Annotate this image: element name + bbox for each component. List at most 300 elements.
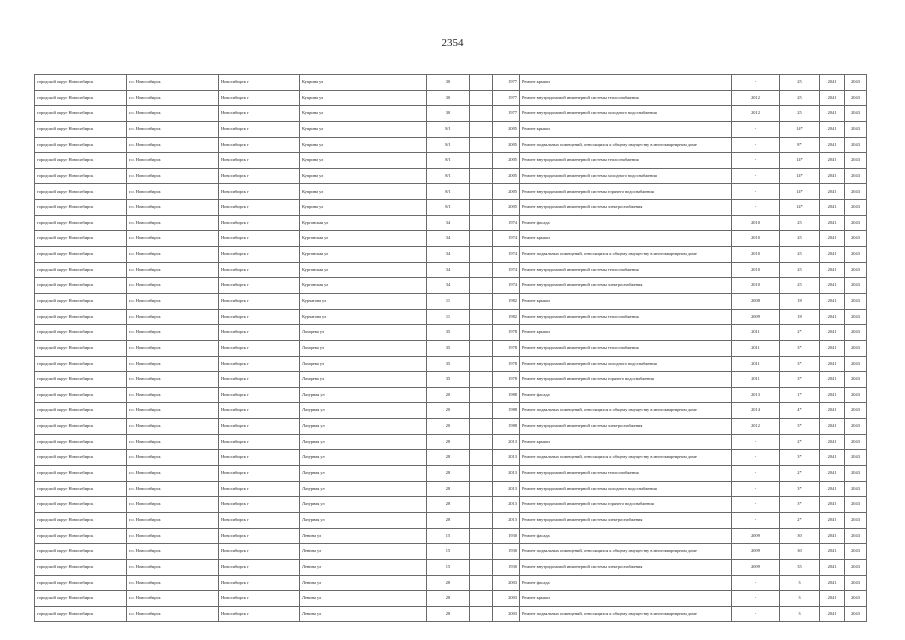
building-cell — [470, 372, 493, 388]
house-number-cell: 11 — [427, 293, 470, 309]
work-type-cell: Ремонт фасада — [520, 215, 732, 231]
service-life-cell: 14* — [780, 184, 820, 200]
municipal-district-cell: городской округ Новосибирск — [35, 293, 127, 309]
house-number-cell: 34 — [427, 262, 470, 278]
municipal-formation-cell: г.о. Новосибирск — [127, 200, 219, 216]
service-life-cell: 3* — [780, 497, 820, 513]
last-repair-year-cell: 2011 — [732, 325, 780, 341]
work-type-cell: Ремонт внутридомовой инженерной системы холодного водоснабжения — [520, 356, 732, 372]
street-cell: Лазурная ул — [300, 450, 427, 466]
municipal-formation-cell: г.о. Новосибирск — [127, 106, 219, 122]
municipal-district-cell: городской округ Новосибирск — [35, 356, 127, 372]
municipal-formation-cell: г.о. Новосибирск — [127, 356, 219, 372]
municipal-district-cell: городской округ Новосибирск — [35, 137, 127, 153]
municipal-formation-cell: г.о. Новосибирск — [127, 434, 219, 450]
table-row — [35, 528, 867, 544]
municipal-formation-cell: г.о. Новосибирск — [127, 372, 219, 388]
municipal-district-cell: городской округ Новосибирск — [35, 309, 127, 325]
last-repair-year-cell: - — [732, 591, 780, 607]
service-life-cell: 25 — [780, 215, 820, 231]
service-life-cell: 18 — [780, 293, 820, 309]
plan-end-cell: 2043 — [845, 403, 867, 419]
commission-year-cell: 2013 — [493, 434, 520, 450]
street-cell: Куприна ул — [300, 184, 427, 200]
settlement-cell: Новосибирск г — [219, 591, 300, 607]
house-number-cell: 34 — [427, 215, 470, 231]
building-cell — [470, 512, 493, 528]
service-life-cell: 30 — [780, 528, 820, 544]
work-type-cell: Ремонт подвальных помещений, относящихся к общему имуществу в многоквартирном доме — [520, 137, 732, 153]
last-repair-year-cell: - — [732, 168, 780, 184]
table-row — [35, 466, 867, 482]
work-type-cell: Ремонт внутридомовой инженерной системы горячего водоснабжения — [520, 497, 732, 513]
commission-year-cell: 1988 — [493, 419, 520, 435]
commission-year-cell: 2003 — [493, 606, 520, 622]
building-cell — [470, 90, 493, 106]
plan-end-cell: 2043 — [845, 184, 867, 200]
settlement-cell: Новосибирск г — [219, 247, 300, 263]
plan-start-cell: 2041 — [820, 387, 845, 403]
settlement-cell: Новосибирск г — [219, 293, 300, 309]
building-cell — [470, 278, 493, 294]
plan-end-cell: 2043 — [845, 387, 867, 403]
plan-end-cell: 2043 — [845, 559, 867, 575]
municipal-district-cell: городской округ Новосибирск — [35, 184, 127, 200]
street-cell: Куприна ул — [300, 75, 427, 91]
plan-end-cell: 2043 — [845, 200, 867, 216]
work-type-cell: Ремонт крыши — [520, 75, 732, 91]
municipal-district-cell: городской округ Новосибирск — [35, 75, 127, 91]
street-cell: Лазурная ул — [300, 497, 427, 513]
building-cell — [470, 606, 493, 622]
work-type-cell: Ремонт внутридомовой инженерной системы теплоснабжения — [520, 90, 732, 106]
settlement-cell: Новосибирск г — [219, 168, 300, 184]
house-number-cell: 28 — [427, 481, 470, 497]
work-type-cell: Ремонт крыши — [520, 434, 732, 450]
house-number-cell: 35 — [427, 372, 470, 388]
street-cell: Лазурная ул — [300, 387, 427, 403]
plan-start-cell: 2041 — [820, 606, 845, 622]
work-type-cell: Ремонт внутридомовой инженерной системы электроснабжения — [520, 200, 732, 216]
house-number-cell: 28 — [427, 450, 470, 466]
table-row — [35, 137, 867, 153]
street-cell: Курганская ул — [300, 247, 427, 263]
work-type-cell: Ремонт внутридомовой инженерной системы теплоснабжения — [520, 153, 732, 169]
last-repair-year-cell: 2011 — [732, 372, 780, 388]
service-life-cell: 2* — [780, 466, 820, 482]
plan-end-cell: 2043 — [845, 372, 867, 388]
commission-year-cell: 1978 — [493, 356, 520, 372]
house-number-cell: 20 — [427, 387, 470, 403]
municipal-formation-cell: г.о. Новосибирск — [127, 387, 219, 403]
service-life-cell: 3* — [780, 340, 820, 356]
work-type-cell: Ремонт внутридомовой инженерной системы теплоснабжения — [520, 340, 732, 356]
house-number-cell: 34 — [427, 278, 470, 294]
municipal-district-cell: городской округ Новосибирск — [35, 325, 127, 341]
table-row — [35, 403, 867, 419]
municipal-formation-cell: г.о. Новосибирск — [127, 325, 219, 341]
plan-end-cell: 2043 — [845, 90, 867, 106]
commission-year-cell: 2005 — [493, 168, 520, 184]
municipal-district-cell: городской округ Новосибирск — [35, 606, 127, 622]
municipal-district-cell: городской округ Новосибирск — [35, 340, 127, 356]
house-number-cell: 35 — [427, 356, 470, 372]
plan-start-cell: 2041 — [820, 247, 845, 263]
house-number-cell: 20 — [427, 419, 470, 435]
municipal-formation-cell: г.о. Новосибирск — [127, 184, 219, 200]
municipal-formation-cell: г.о. Новосибирск — [127, 544, 219, 560]
service-life-cell: 25 — [780, 231, 820, 247]
settlement-cell: Новосибирск г — [219, 575, 300, 591]
commission-year-cell: 1930 — [493, 528, 520, 544]
table-row — [35, 106, 867, 122]
municipal-formation-cell: г.о. Новосибирск — [127, 121, 219, 137]
plan-end-cell: 2043 — [845, 153, 867, 169]
street-cell: Лазурная ул — [300, 481, 427, 497]
plan-start-cell: 2041 — [820, 325, 845, 341]
plan-end-cell: 2043 — [845, 231, 867, 247]
municipal-district-cell: городской округ Новосибирск — [35, 434, 127, 450]
last-repair-year-cell: 2011 — [732, 340, 780, 356]
plan-end-cell: 2043 — [845, 419, 867, 435]
last-repair-year-cell: - — [732, 497, 780, 513]
service-life-cell: 18 — [780, 309, 820, 325]
commission-year-cell: 1974 — [493, 278, 520, 294]
commission-year-cell: 2013 — [493, 450, 520, 466]
plan-end-cell: 2043 — [845, 106, 867, 122]
commission-year-cell: 1988 — [493, 387, 520, 403]
house-number-cell: 34 — [427, 247, 470, 263]
municipal-district-cell: городской округ Новосибирск — [35, 528, 127, 544]
house-number-cell: 8/1 — [427, 168, 470, 184]
street-cell: Куприна ул — [300, 137, 427, 153]
municipal-formation-cell: г.о. Новосибирск — [127, 90, 219, 106]
municipal-district-cell: городской округ Новосибирск — [35, 387, 127, 403]
plan-end-cell: 2043 — [845, 121, 867, 137]
house-number-cell: 34 — [427, 231, 470, 247]
commission-year-cell: 2005 — [493, 153, 520, 169]
house-number-cell: 8/1 — [427, 121, 470, 137]
service-life-cell: 25 — [780, 262, 820, 278]
street-cell: Лазарева ул — [300, 325, 427, 341]
settlement-cell: Новосибирск г — [219, 106, 300, 122]
table-row — [35, 184, 867, 200]
house-number-cell: 35 — [427, 340, 470, 356]
building-cell — [470, 340, 493, 356]
municipal-formation-cell: г.о. Новосибирск — [127, 450, 219, 466]
service-life-cell: 14* — [780, 200, 820, 216]
house-number-cell: 28 — [427, 591, 470, 607]
house-number-cell: 8/1 — [427, 184, 470, 200]
commission-year-cell: 2013 — [493, 497, 520, 513]
street-cell: Куприна ул — [300, 121, 427, 137]
work-type-cell: Ремонт внутридомовой инженерной системы электроснабжения — [520, 278, 732, 294]
commission-year-cell: 1974 — [493, 231, 520, 247]
last-repair-year-cell: - — [732, 153, 780, 169]
municipal-district-cell: городской округ Новосибирск — [35, 121, 127, 137]
work-type-cell: Ремонт внутридомовой инженерной системы холодного водоснабжения — [520, 168, 732, 184]
building-cell — [470, 575, 493, 591]
last-repair-year-cell: 2009 — [732, 309, 780, 325]
plan-end-cell: 2043 — [845, 309, 867, 325]
table-row — [35, 512, 867, 528]
street-cell: Лазурная ул — [300, 419, 427, 435]
last-repair-year-cell: - — [732, 450, 780, 466]
service-life-cell: 8* — [780, 137, 820, 153]
service-life-cell: 3* — [780, 372, 820, 388]
building-cell — [470, 106, 493, 122]
municipal-district-cell: городской округ Новосибирск — [35, 262, 127, 278]
table-row — [35, 544, 867, 560]
last-repair-year-cell: 2012 — [732, 106, 780, 122]
municipal-formation-cell: г.о. Новосибирск — [127, 466, 219, 482]
settlement-cell: Новосибирск г — [219, 309, 300, 325]
work-type-cell: Ремонт внутридомовой инженерной системы электроснабжения — [520, 512, 732, 528]
commission-year-cell: 1982 — [493, 293, 520, 309]
building-cell — [470, 559, 493, 575]
plan-end-cell: 2043 — [845, 575, 867, 591]
building-cell — [470, 262, 493, 278]
plan-start-cell: 2041 — [820, 544, 845, 560]
street-cell: Ленина ул — [300, 591, 427, 607]
plan-start-cell: 2041 — [820, 559, 845, 575]
service-life-cell: 4* — [780, 403, 820, 419]
street-cell: Курганская ул — [300, 231, 427, 247]
settlement-cell: Новосибирск г — [219, 215, 300, 231]
municipal-formation-cell: г.о. Новосибирск — [127, 247, 219, 263]
work-type-cell: Ремонт внутридомовой инженерной системы теплоснабжения — [520, 466, 732, 482]
street-cell: Ленина ул — [300, 544, 427, 560]
plan-start-cell: 2041 — [820, 497, 845, 513]
service-life-cell: 25 — [780, 278, 820, 294]
table-row — [35, 419, 867, 435]
last-repair-year-cell: - — [732, 200, 780, 216]
last-repair-year-cell: - — [732, 512, 780, 528]
table-row — [35, 153, 867, 169]
table-row — [35, 231, 867, 247]
settlement-cell: Новосибирск г — [219, 121, 300, 137]
municipal-formation-cell: г.о. Новосибирск — [127, 575, 219, 591]
building-cell — [470, 247, 493, 263]
last-repair-year-cell: 2010 — [732, 278, 780, 294]
municipal-formation-cell: г.о. Новосибирск — [127, 153, 219, 169]
plan-start-cell: 2041 — [820, 419, 845, 435]
municipal-district-cell: городской округ Новосибирск — [35, 559, 127, 575]
street-cell: Куприна ул — [300, 168, 427, 184]
table-row — [35, 575, 867, 591]
house-number-cell: 30 — [427, 90, 470, 106]
street-cell: Курганская ул — [300, 278, 427, 294]
street-cell: Лазурная ул — [300, 403, 427, 419]
plan-start-cell: 2041 — [820, 372, 845, 388]
commission-year-cell: 1982 — [493, 309, 520, 325]
commission-year-cell: 1974 — [493, 215, 520, 231]
settlement-cell: Новосибирск г — [219, 137, 300, 153]
table-row — [35, 340, 867, 356]
plan-end-cell: 2043 — [845, 356, 867, 372]
plan-start-cell: 2041 — [820, 403, 845, 419]
building-cell — [470, 497, 493, 513]
service-life-cell: 14* — [780, 168, 820, 184]
plan-start-cell: 2041 — [820, 309, 845, 325]
table-row — [35, 372, 867, 388]
plan-end-cell: 2043 — [845, 434, 867, 450]
last-repair-year-cell: 2010 — [732, 247, 780, 263]
plan-start-cell: 2041 — [820, 262, 845, 278]
building-cell — [470, 387, 493, 403]
service-life-cell: 25 — [780, 90, 820, 106]
house-number-cell: 28 — [427, 512, 470, 528]
work-type-cell: Ремонт подвальных помещений, относящихся к общему имуществу в многоквартирном доме — [520, 450, 732, 466]
municipal-district-cell: городской округ Новосибирск — [35, 419, 127, 435]
last-repair-year-cell: - — [732, 466, 780, 482]
service-life-cell: 3 — [780, 606, 820, 622]
commission-year-cell: 2005 — [493, 137, 520, 153]
work-type-cell: Ремонт крыши — [520, 231, 732, 247]
last-repair-year-cell: - — [732, 137, 780, 153]
building-cell — [470, 528, 493, 544]
settlement-cell: Новосибирск г — [219, 325, 300, 341]
house-number-cell: 35 — [427, 325, 470, 341]
municipal-district-cell: городской округ Новосибирск — [35, 168, 127, 184]
plan-start-cell: 2041 — [820, 575, 845, 591]
capital-repair-table — [34, 74, 867, 622]
commission-year-cell: 2005 — [493, 200, 520, 216]
work-type-cell: Ремонт крыши — [520, 293, 732, 309]
municipal-formation-cell: г.о. Новосибирск — [127, 137, 219, 153]
plan-end-cell: 2043 — [845, 278, 867, 294]
building-cell — [470, 231, 493, 247]
municipal-formation-cell: г.о. Новосибирск — [127, 419, 219, 435]
commission-year-cell: 1930 — [493, 544, 520, 560]
commission-year-cell: 2003 — [493, 591, 520, 607]
settlement-cell: Новосибирск г — [219, 200, 300, 216]
building-cell — [470, 184, 493, 200]
commission-year-cell: 2005 — [493, 184, 520, 200]
plan-start-cell: 2041 — [820, 90, 845, 106]
building-cell — [470, 75, 493, 91]
plan-start-cell: 2041 — [820, 340, 845, 356]
plan-end-cell: 2043 — [845, 450, 867, 466]
plan-start-cell: 2041 — [820, 450, 845, 466]
house-number-cell: 28 — [427, 434, 470, 450]
settlement-cell: Новосибирск г — [219, 434, 300, 450]
plan-start-cell: 2041 — [820, 215, 845, 231]
commission-year-cell: 2003 — [493, 575, 520, 591]
last-repair-year-cell: 2011 — [732, 356, 780, 372]
plan-end-cell: 2043 — [845, 606, 867, 622]
service-life-cell: 2* — [780, 512, 820, 528]
service-life-cell: 3* — [780, 419, 820, 435]
municipal-district-cell: городской округ Новосибирск — [35, 153, 127, 169]
plan-start-cell: 2041 — [820, 231, 845, 247]
street-cell: Ленина ул — [300, 528, 427, 544]
work-type-cell: Ремонт фасада — [520, 528, 732, 544]
last-repair-year-cell: 2009 — [732, 528, 780, 544]
last-repair-year-cell: 2014 — [732, 403, 780, 419]
settlement-cell: Новосибирск г — [219, 278, 300, 294]
municipal-district-cell: городской округ Новосибирск — [35, 481, 127, 497]
municipal-district-cell: городской округ Новосибирск — [35, 372, 127, 388]
last-repair-year-cell: - — [732, 575, 780, 591]
plan-end-cell: 2043 — [845, 497, 867, 513]
plan-start-cell: 2041 — [820, 184, 845, 200]
table-row — [35, 356, 867, 372]
municipal-district-cell: городской округ Новосибирск — [35, 215, 127, 231]
plan-start-cell: 2041 — [820, 153, 845, 169]
commission-year-cell: 1978 — [493, 372, 520, 388]
service-life-cell: 25 — [780, 75, 820, 91]
last-repair-year-cell: 2008 — [732, 293, 780, 309]
work-type-cell: Ремонт внутридомовой инженерной системы горячего водоснабжения — [520, 372, 732, 388]
table-row — [35, 387, 867, 403]
table-row — [35, 262, 867, 278]
house-number-cell: 11 — [427, 309, 470, 325]
building-cell — [470, 481, 493, 497]
street-cell: Ленина ул — [300, 575, 427, 591]
house-number-cell: 8/1 — [427, 137, 470, 153]
building-cell — [470, 450, 493, 466]
last-repair-year-cell: - — [732, 481, 780, 497]
municipal-formation-cell: г.о. Новосибирск — [127, 309, 219, 325]
municipal-district-cell: городской округ Новосибирск — [35, 278, 127, 294]
table-row — [35, 309, 867, 325]
plan-end-cell: 2043 — [845, 168, 867, 184]
municipal-formation-cell: г.о. Новосибирск — [127, 403, 219, 419]
building-cell — [470, 121, 493, 137]
plan-start-cell: 2041 — [820, 168, 845, 184]
work-type-cell: Ремонт фасада — [520, 387, 732, 403]
last-repair-year-cell: 2010 — [732, 231, 780, 247]
municipal-formation-cell: г.о. Новосибирск — [127, 278, 219, 294]
street-cell: Лазарева ул — [300, 372, 427, 388]
settlement-cell: Новосибирск г — [219, 75, 300, 91]
work-type-cell: Ремонт внутридомовой инженерной системы электроснабжения — [520, 419, 732, 435]
building-cell — [470, 434, 493, 450]
settlement-cell: Новосибирск г — [219, 544, 300, 560]
municipal-district-cell: городской округ Новосибирск — [35, 497, 127, 513]
settlement-cell: Новосибирск г — [219, 497, 300, 513]
building-cell — [470, 293, 493, 309]
last-repair-year-cell: - — [732, 75, 780, 91]
municipal-formation-cell: г.о. Новосибирск — [127, 591, 219, 607]
service-life-cell: 1* — [780, 387, 820, 403]
house-number-cell: 15 — [427, 528, 470, 544]
settlement-cell: Новосибирск г — [219, 356, 300, 372]
last-repair-year-cell: 2009 — [732, 559, 780, 575]
plan-end-cell: 2043 — [845, 215, 867, 231]
settlement-cell: Новосибирск г — [219, 231, 300, 247]
settlement-cell: Новосибирск г — [219, 372, 300, 388]
house-number-cell: 30 — [427, 106, 470, 122]
table-row — [35, 90, 867, 106]
plan-start-cell: 2041 — [820, 512, 845, 528]
settlement-cell: Новосибирск г — [219, 481, 300, 497]
plan-start-cell: 2041 — [820, 121, 845, 137]
settlement-cell: Новосибирск г — [219, 512, 300, 528]
work-type-cell: Ремонт подвальных помещений, относящихся к общему имуществу в многоквартирном доме — [520, 544, 732, 560]
plan-end-cell: 2043 — [845, 466, 867, 482]
work-type-cell: Ремонт крыши — [520, 591, 732, 607]
commission-year-cell: 2005 — [493, 121, 520, 137]
commission-year-cell: 1978 — [493, 325, 520, 341]
service-life-cell: 30 — [780, 544, 820, 560]
table-row — [35, 121, 867, 137]
municipal-district-cell: городской округ Новосибирск — [35, 512, 127, 528]
plan-end-cell: 2043 — [845, 293, 867, 309]
plan-end-cell: 2043 — [845, 512, 867, 528]
building-cell — [470, 215, 493, 231]
